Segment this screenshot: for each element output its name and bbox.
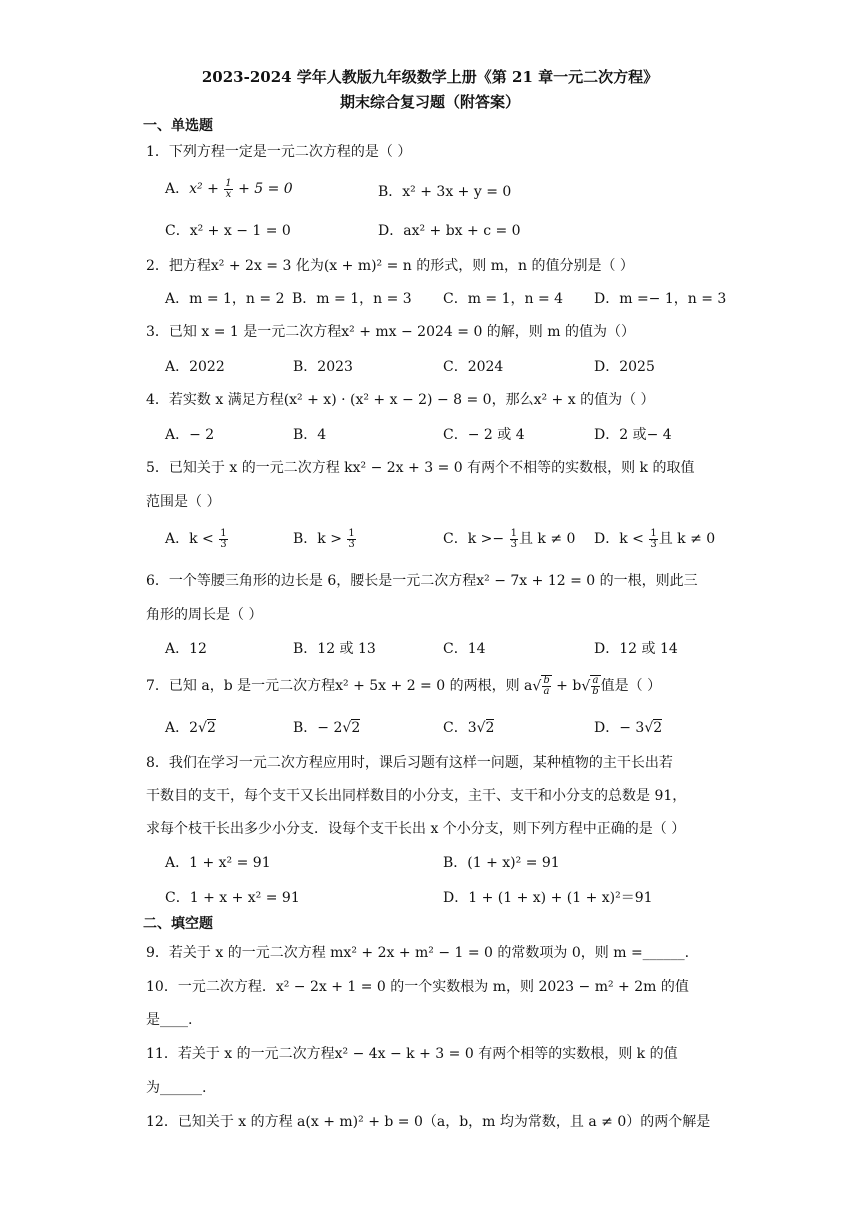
q3-option-b: B．2023 bbox=[293, 359, 353, 375]
q6-option-c: C．14 bbox=[443, 641, 486, 657]
q1-option-d: D．ax² + bx + c = 0 bbox=[378, 223, 521, 239]
q2-option-b: B．m = 1，n = 3 bbox=[292, 291, 412, 307]
q1-option-b: B．x² + 3x + y = 0 bbox=[378, 184, 512, 200]
q7-option-c: C．3√2 bbox=[443, 720, 495, 736]
q8-option-c: C．1 + x + x² = 91 bbox=[165, 890, 300, 906]
q5-b-fraction: $\frac{1}{3}$ bbox=[348, 527, 355, 550]
q7-radical-2: √ $\frac{a}{b}$ bbox=[581, 675, 599, 697]
q8-option-d: D．1 + (1 + x) + (1 + x)²＝91 bbox=[443, 890, 653, 906]
q5-c-fraction: $\frac{1}{3}$ bbox=[510, 527, 517, 550]
q3-stem: 3．已知 x = 1 是一元二次方程x² + mx − 2024 = 0 的解，则 m 的值为（） bbox=[146, 324, 635, 340]
q5-option-a: A．k < $\frac{1}{3}$ bbox=[165, 527, 227, 550]
q8-stem-line3: 求每个枝干长出多少小分支．设每个支干长出 x 个小分支，则下列方程中正确的是（ ） bbox=[146, 821, 686, 837]
q8-option-a: A．1 + x² = 91 bbox=[165, 855, 271, 871]
q7-option-d: D．− 3√2 bbox=[594, 720, 663, 736]
q1-option-a: A．x² + $\frac{1}{x}$ + 5 = 0 bbox=[165, 177, 293, 200]
q4-option-c: C．− 2 或 4 bbox=[443, 427, 525, 443]
q2-stem: 2．把方程x² + 2x = 3 化为(x + m)² = n 的形式，则 m，n 的值分别是（ ） bbox=[146, 258, 634, 274]
q8-stem-line1: 8．我们在学习一元二次方程应用时，课后习题有这样一问题，某种植物的主干长出若 bbox=[146, 755, 673, 771]
q1-fraction: $\frac{1}{x}$ bbox=[225, 177, 232, 200]
q5-stem-line2: 范围是（ ） bbox=[146, 494, 221, 510]
q6-stem-line1: 6．一个等腰三角形的边长是 6，腰长是一元二次方程x² − 7x + 12 = 0 的一根，则此三 bbox=[146, 573, 698, 589]
q4-stem: 4．若实数 x 满足方程(x² + x) · (x² + x − 2) − 8 = 0，那么x² + x 的值为（ ） bbox=[146, 392, 655, 408]
q6-option-b: B．12 或 13 bbox=[293, 641, 376, 657]
q4-option-d: D．2 或− 4 bbox=[594, 427, 672, 443]
q8-stem-line2: 干数目的支干，每个支干又长出同样数目的小分支，主干、支干和小分支的总数是 91， bbox=[146, 788, 687, 804]
q6-option-d: D．12 或 14 bbox=[594, 641, 678, 657]
q11-stem-line2: 为______. bbox=[146, 1080, 207, 1096]
q2-option-a: A．m = 1，n = 2 bbox=[165, 291, 285, 307]
q1-option-c: C．x² + x − 1 = 0 bbox=[165, 223, 291, 239]
doc-title-line1: 2023-2024 学年人教版九年级数学上册《第 21 章一元二次方程》 bbox=[201, 68, 659, 86]
q11-stem-line1: 11．若关于 x 的一元二次方程x² − 4x − k + 3 = 0 有两个相等的实数根，则 k 的值 bbox=[146, 1046, 678, 1062]
q5-a-fraction: $\frac{1}{3}$ bbox=[220, 527, 227, 550]
q2-option-c: C．m = 1，n = 4 bbox=[443, 291, 564, 307]
q3-option-c: C．2024 bbox=[443, 359, 504, 375]
q4-option-b: B．4 bbox=[293, 427, 327, 443]
q10-stem-line1: 10．一元二次方程．x² − 2x + 1 = 0 的一个实数根为 m，则 2023 − m² + 2m 的值 bbox=[146, 979, 689, 995]
q3-option-d: D．2025 bbox=[594, 359, 655, 375]
q5-d-fraction: $\frac{1}{3}$ bbox=[650, 527, 657, 550]
q3-option-a: A．2022 bbox=[165, 359, 225, 375]
doc-title-line2: 期末综合复习题（附答案） bbox=[339, 93, 520, 111]
q6-option-a: A．12 bbox=[165, 641, 207, 657]
q5-option-d: D．k < $\frac{1}{3}$ 且 k ≠ 0 bbox=[594, 527, 716, 550]
q12-stem: 12．已知关于 x 的方程 a(x + m)² + b = 0（a，b，m 均为常数，且 a ≠ 0）的两个解是 bbox=[146, 1114, 711, 1130]
q10-stem-line2: 是____. bbox=[146, 1012, 193, 1028]
q6-stem-line2: 角形的周长是（ ） bbox=[146, 607, 263, 623]
q9-stem: 9．若关于 x 的一元二次方程 mx² + 2x + m² − 1 = 0 的常数项为 0，则 m =______. bbox=[146, 945, 690, 961]
section-single-choice: 一、单选题 bbox=[143, 118, 213, 134]
q7-option-a: A．2√2 bbox=[165, 720, 216, 736]
section-fill-blank: 二、填空题 bbox=[143, 916, 213, 932]
q1-stem: 1．下列方程一定是一元二次方程的是（ ） bbox=[146, 144, 412, 160]
q8-option-b: B．(1 + x)² = 91 bbox=[443, 855, 560, 871]
q7-stem: 7．已知 a，b 是一元二次方程x² + 5x + 2 = 0 的两根，则 a√ $\frac{b}{a}$ + b√ $\frac{a}{b}$ 值是（ ） bbox=[146, 675, 662, 697]
q5-option-b: B．k > $\frac{1}{3}$ bbox=[293, 527, 355, 550]
q4-option-a: A．− 2 bbox=[165, 427, 215, 443]
q5-option-c: C．k >− $\frac{1}{3}$ 且 k ≠ 0 bbox=[443, 527, 576, 550]
q2-option-d: D．m =− 1，n = 3 bbox=[594, 291, 727, 307]
q7-radical-1: √ $\frac{b}{a}$ bbox=[532, 675, 550, 697]
q5-stem-line1: 5．已知关于 x 的一元二次方程 kx² − 2x + 3 = 0 有两个不相等的实数根，则 k 的取值 bbox=[146, 460, 695, 476]
q7-option-b: B．− 2√2 bbox=[293, 720, 361, 736]
